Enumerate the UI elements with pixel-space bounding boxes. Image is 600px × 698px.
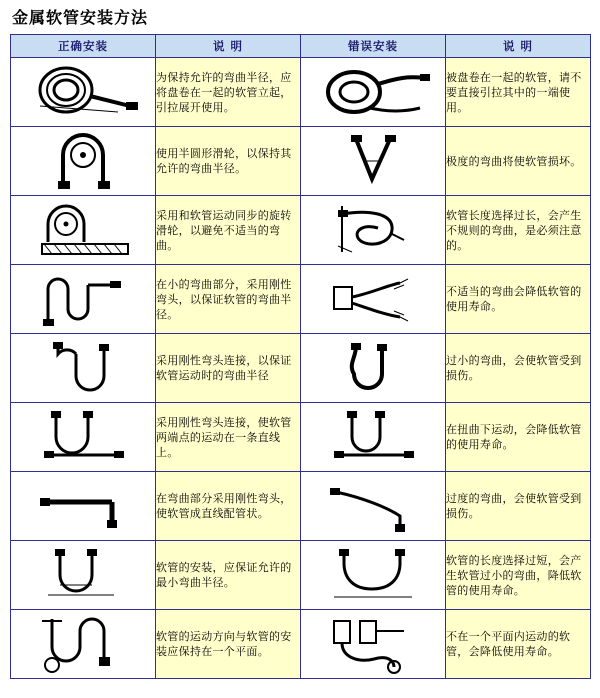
header-wrong-install: 错误安装 [301, 35, 446, 58]
correct-description: 在小的弯曲部分，采用刚性弯头，以保证软管的弯曲半径。 [156, 265, 301, 334]
installation-guide-table [10, 34, 591, 679]
correct-illustration-cell [11, 265, 156, 334]
table-row [11, 265, 591, 334]
correct-description: 在弯曲部分采用刚性弯头，使软管成直线配管状。 [156, 472, 301, 541]
wrong-description: 过小的弯曲，会使软管受到损伤。 [446, 334, 591, 403]
correct-description: 使用半圆形滑轮，以保持其允许的弯曲半径。 [156, 127, 301, 196]
wrong-description: 在扭曲下运动，会降低软管的使用寿命。 [446, 403, 591, 472]
header-correct-description: 说 明 [156, 35, 301, 58]
rigid-elbow-connection-icon [18, 338, 148, 398]
correct-description: 采用和软管运动同步的旋转滑轮，以避免不适当的弯曲。 [156, 196, 301, 265]
wrong-illustration-cell [301, 334, 446, 403]
correct-illustration-cell [11, 334, 156, 403]
too-long-length-icon [308, 545, 438, 605]
correct-description: 软管的安装，应保证允许的最小弯曲半径。 [156, 541, 301, 610]
wrong-illustration-cell [301, 472, 446, 541]
improper-tight-bend-icon [308, 269, 438, 329]
over-bending-icon [308, 476, 438, 536]
wrong-description: 软管的长度选择过短，会产生软管过小的弯曲，降低软管的使用寿命。 [446, 541, 591, 610]
correct-description: 采用刚性弯头连接，使软管两端点的运动在一条直线上。 [156, 403, 301, 472]
straight-pipe-with-elbow-icon [18, 476, 148, 536]
correct-illustration-cell [11, 58, 156, 127]
correct-illustration-cell [11, 541, 156, 610]
same-plane-motion-icon [18, 613, 148, 675]
rigid-elbow-straight-line-icon [18, 407, 148, 467]
sharp-v-bend-icon [308, 131, 438, 191]
wrong-description: 软管长度选择过长，会产生不规则的弯曲，是必须注意的。 [446, 196, 591, 265]
rigid-bend-small-radius-icon [18, 269, 148, 329]
table-row [11, 541, 591, 610]
wrong-illustration-cell [301, 610, 446, 679]
correct-illustration-cell [11, 403, 156, 472]
correct-illustration-cell [11, 472, 156, 541]
wrong-illustration-cell [301, 265, 446, 334]
table-row [11, 334, 591, 403]
coiled-hose-pulled-icon [308, 62, 438, 122]
wrong-illustration-cell [301, 127, 446, 196]
table-row [11, 127, 591, 196]
semicircular-pulley-icon [18, 131, 148, 191]
table-row [11, 196, 591, 265]
table-row [11, 58, 591, 127]
table-row [11, 472, 591, 541]
correct-description: 软管的运动方向与软管的安装应保持在一个平面。 [156, 610, 301, 679]
table-row [11, 610, 591, 679]
wrong-illustration-cell [301, 58, 446, 127]
correct-illustration-cell [11, 610, 156, 679]
wrong-illustration-cell [301, 196, 446, 265]
wrong-description: 被盘卷在一起的软管，请不要直接引拉其中的一端使用。 [446, 58, 591, 127]
min-bend-radius-install-icon [18, 545, 148, 605]
wrong-illustration-cell [301, 403, 446, 472]
table-header-row [11, 35, 591, 58]
rotating-pulley-track-icon [18, 200, 148, 260]
too-small-bend-icon [308, 338, 438, 398]
excess-length-loop-icon [308, 200, 438, 260]
correct-illustration-cell [11, 127, 156, 196]
wrong-description: 过度的弯曲，会使软管受到损伤。 [446, 472, 591, 541]
wrong-illustration-cell [301, 541, 446, 610]
correct-description: 采用刚性弯头连接，以保证软管运动时的弯曲半径 [156, 334, 301, 403]
page-title: 金属软管安装方法 [12, 8, 149, 27]
correct-illustration-cell [11, 196, 156, 265]
header-wrong-description: 说 明 [446, 35, 591, 58]
correct-description: 为保持允许的弯曲半径，应将盘卷在一起的软管立起，引拉展开使用。 [156, 58, 301, 127]
table-row [11, 403, 591, 472]
coiled-hose-roll-icon [18, 62, 148, 122]
wrong-description: 极度的弯曲将使软管损坏。 [446, 127, 591, 196]
wrong-description: 不在一个平面内运动的软管，会降低使用寿命。 [446, 610, 591, 679]
out-of-plane-motion-icon [308, 613, 438, 675]
torsional-motion-icon [308, 407, 438, 467]
wrong-description: 不适当的弯曲会降低软管的使用寿命。 [446, 265, 591, 334]
header-correct-install: 正确安装 [11, 35, 156, 58]
